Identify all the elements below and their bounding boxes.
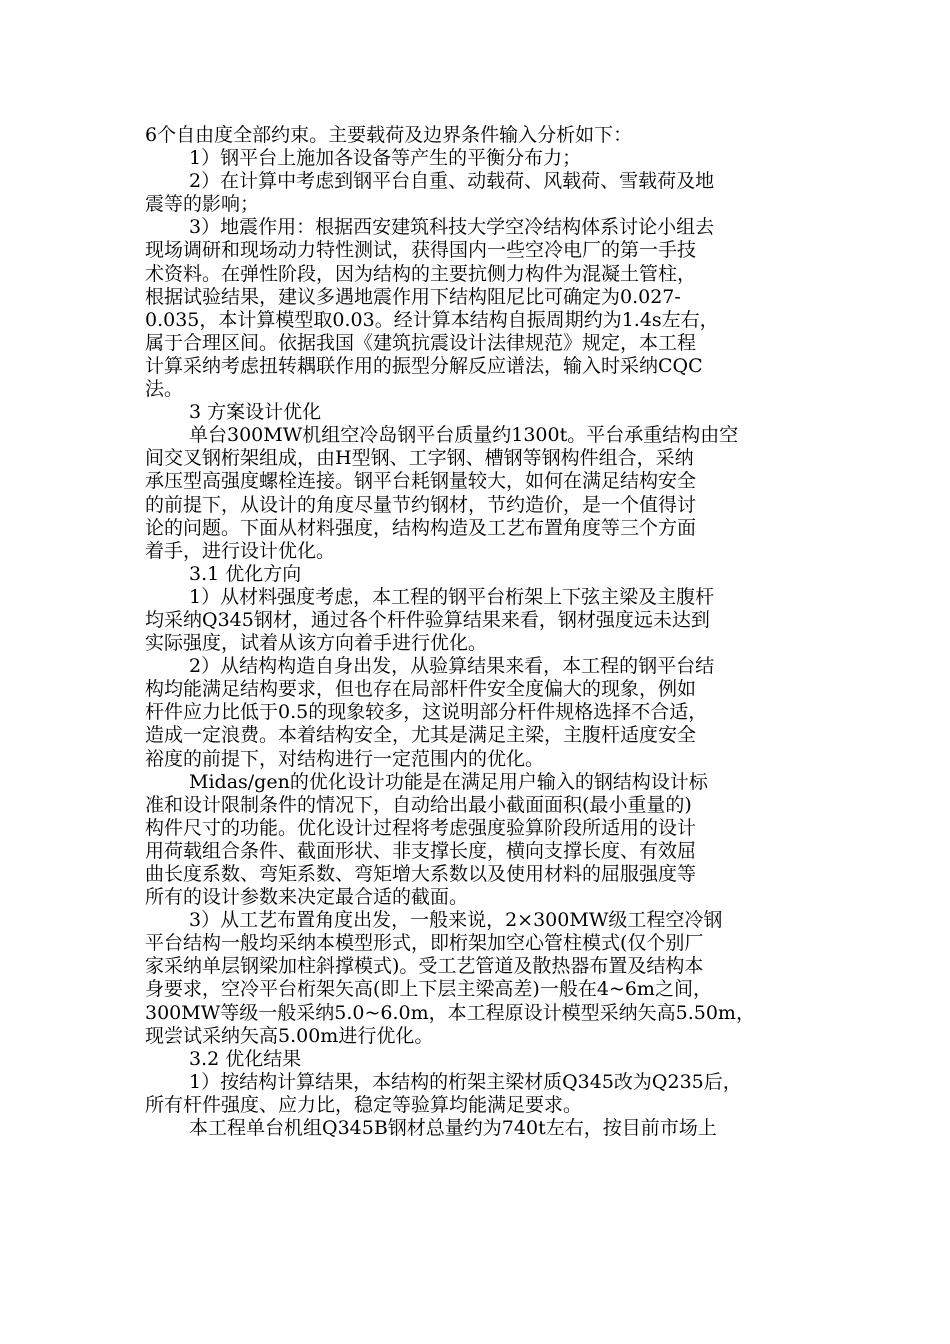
paragraph bbox=[145, 586, 815, 655]
text-line: 的前提下，从设计的角度尽量节约钢材，节约造价，是一个值得讨 bbox=[145, 493, 697, 516]
text-line: 3.2 优化结果 bbox=[189, 1047, 302, 1070]
text-line: 1）从材料强度考虑，本工程的钢平台桁架上下弦主梁及主腹杆 bbox=[189, 585, 715, 608]
text-line: 所有的设计参数来决定最合适的截面。 bbox=[145, 886, 469, 909]
text-line: 3）地震作用：根据西安建筑科技大学空冷结构体系讨论小组去 bbox=[189, 216, 715, 239]
text-line: 身要求，空冷平台桁架矢高(即上下层主梁高差)一般在4~6m之间， bbox=[145, 978, 712, 1001]
paragraph bbox=[145, 1071, 815, 1117]
text-line: 震等的影响； bbox=[145, 193, 260, 216]
text-line: 术资料。在弹性阶段，因为结构的主要抗侧力构件为混凝土管柱， bbox=[145, 262, 697, 285]
paragraph bbox=[145, 1048, 815, 1071]
paragraph bbox=[145, 401, 815, 424]
text-line: 所有杆件强度、应力比，稳定等验算均能满足要求。 bbox=[145, 1093, 583, 1116]
text-line: 曲长度系数、弯矩系数、弯矩增大系数以及使用材料的屈服强度等 bbox=[145, 863, 697, 885]
text-line: 造成一定浪费。本着结构安全，尤其是满足主梁，主腹杆适度安全 bbox=[145, 724, 697, 747]
paragraph bbox=[145, 424, 815, 563]
text-line: 1）钢平台上施加各设备等产生的平衡分布力； bbox=[189, 147, 582, 170]
text-line: 构件尺寸的功能。优化设计过程将考虑强度验算阶段所适用的设计 bbox=[145, 816, 697, 839]
text-line: Midas/gen的优化设计功能是在满足用户输入的钢结构设计标 bbox=[189, 770, 708, 793]
paragraph bbox=[145, 771, 815, 910]
text-line: 用荷载组合条件、截面形状、非支撑长度，横向支撑长度、有效屈 bbox=[145, 839, 697, 862]
text-line: 准和设计限制条件的情况下，自动给出最小截面面积(最小重量的) bbox=[145, 793, 692, 816]
text-line: 论的问题。下面从材料强度，结构构造及工艺布置角度等三个方面 bbox=[145, 516, 697, 539]
paragraph bbox=[145, 170, 815, 216]
paragraph bbox=[145, 909, 815, 1048]
text-line: 构均能满足结构要求，但也存在局部杆件安全度偏大的现象，例如 bbox=[145, 678, 697, 701]
text-line: 2）在计算中考虑到钢平台自重、动载荷、风载荷、雪载荷及地 bbox=[189, 170, 715, 193]
text-line: 3）从工艺布置角度出发，一般来说，2×300MW级工程空冷钢 bbox=[189, 909, 723, 932]
text-line: 裕度的前提下，对结构进行一定范围内的优化。 bbox=[145, 747, 545, 770]
text-line: 着手，进行设计优化。 bbox=[145, 539, 336, 562]
text-line: 1）按结构计算结果，本结构的桁架主梁材质Q345改为Q235后， bbox=[189, 1070, 742, 1093]
text-line: 根据试验结果，建议多遇地震作用下结构阻尼比可确定为0.027- bbox=[145, 285, 681, 308]
text-line: 间交叉钢桁架组成，由H型钢、工字钢、槽钢等钢构件组合，采纳 bbox=[145, 447, 694, 470]
text-line: 2）从结构构造自身出发，从验算结果来看，本工程的钢平台结 bbox=[189, 655, 715, 678]
paragraph bbox=[145, 147, 815, 170]
text-line: 均采纳Q345钢材，通过各个杆件验算结果来看，钢材强度远未达到 bbox=[145, 608, 710, 631]
paragraph bbox=[145, 216, 815, 401]
text-line: 本工程单台机组Q345B钢材总量约为740t左右，按目前市场上 bbox=[189, 1117, 717, 1140]
document-page bbox=[145, 124, 815, 1140]
text-line: 3 方案设计优化 bbox=[189, 401, 322, 424]
text-line: 平台结构一般均采纳本模型形式，即桁架加空心管柱模式(仅个别厂 bbox=[145, 932, 704, 955]
text-line: 属于合理区间。依据我国《建筑抗震设计法律规范》规定，本工程 bbox=[145, 331, 697, 354]
paragraph bbox=[145, 124, 815, 147]
paragraph bbox=[145, 1117, 815, 1140]
text-line: 3.1 优化方向 bbox=[189, 562, 302, 585]
text-line: 承压型高强度螺栓连接。钢平台耗钢量较大，如何在满足结构安全 bbox=[145, 470, 697, 493]
text-line: 实际强度，试着从该方向着手进行优化。 bbox=[145, 632, 488, 655]
text-line: 300MW等级一般采纳5.0~6.0m，本工程原设计模型采纳矢高5.50m， bbox=[145, 1001, 755, 1024]
text-line: 计算采纳考虑扭转耦联作用的振型分解反应谱法，输入时采纳CQC bbox=[145, 354, 703, 377]
text-line: 法。 bbox=[145, 378, 184, 401]
text-line: 0.035，本计算模型取0.03。经计算本结构自振周期约为1.4s左右， bbox=[145, 308, 719, 331]
text-line: 杆件应力比低于0.5的现象较多，这说明部分杆件规格选择不合适， bbox=[145, 701, 708, 724]
text-line: 6个自由度全部约束。主要载荷及边界条件输入分析如下： bbox=[145, 124, 633, 146]
text-line: 单台300MW机组空冷岛钢平台质量约1300t。平台承重结构由空 bbox=[189, 424, 739, 447]
text-line: 家采纳单层钢梁加柱斜撑模式)。受工艺管道及散热器布置及结构本 bbox=[145, 955, 704, 978]
text-line: 现尝试采纳矢高5.00m进行优化。 bbox=[145, 1024, 434, 1047]
text-line: 现场调研和现场动力特性测试，获得国内一些空冷电厂的第一手技 bbox=[145, 239, 697, 262]
paragraph bbox=[145, 563, 815, 586]
paragraph bbox=[145, 655, 815, 770]
